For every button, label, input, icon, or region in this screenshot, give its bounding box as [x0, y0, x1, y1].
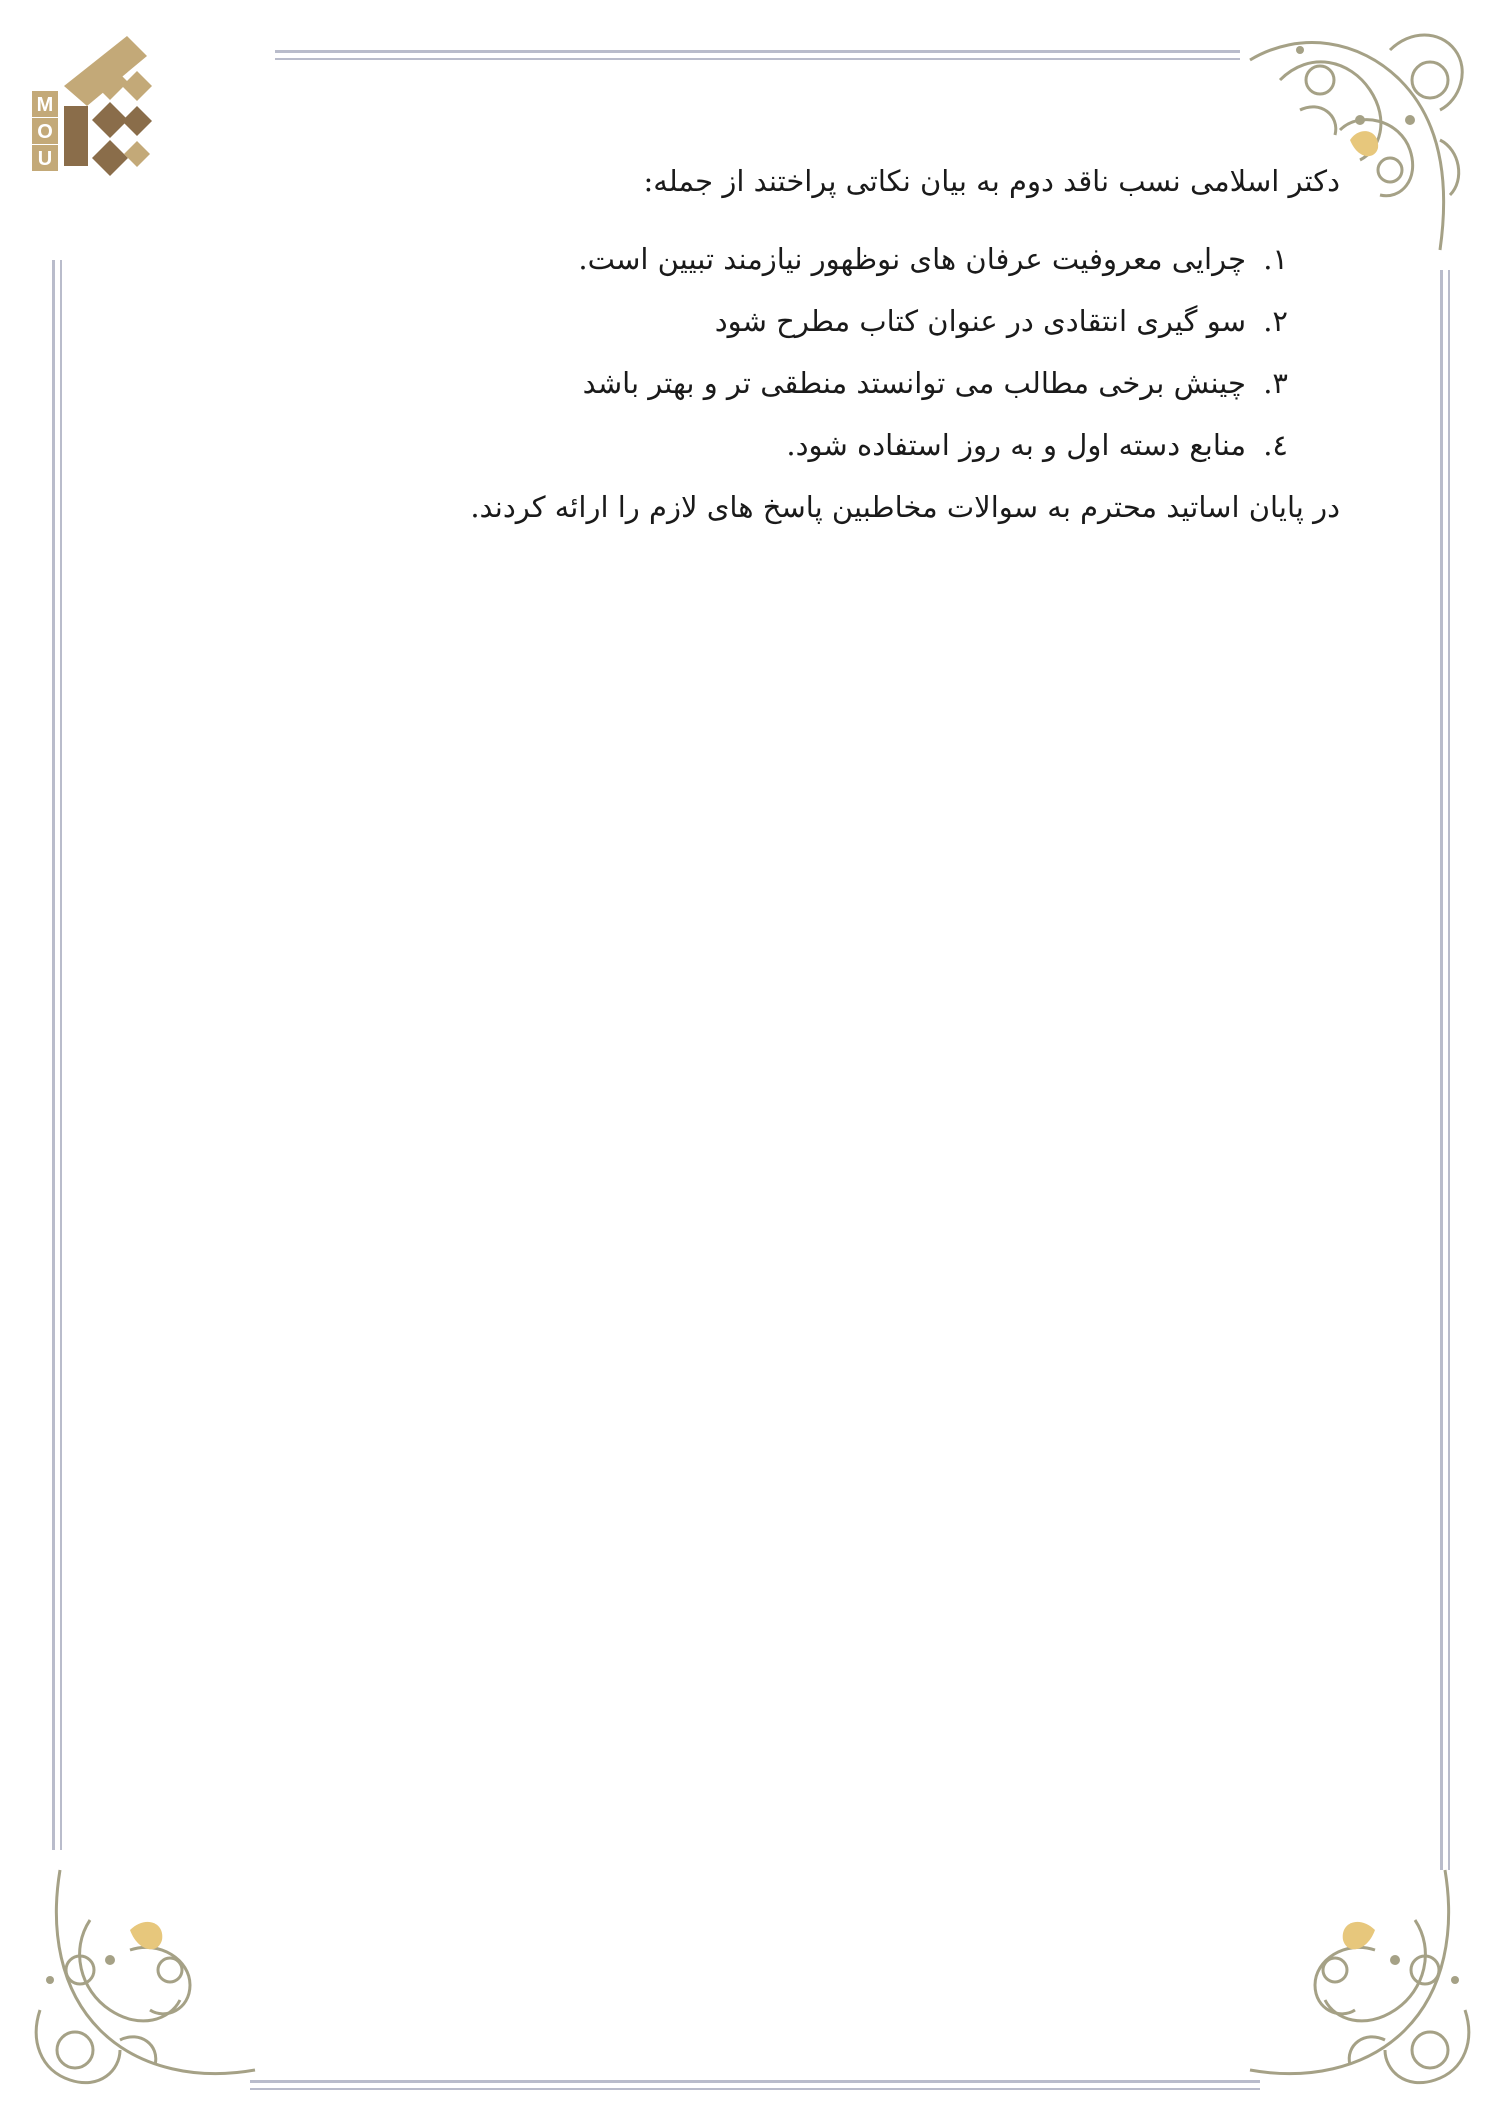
- list-item: [240, 424, 1288, 466]
- frame-top-line: [275, 50, 1240, 53]
- frame-right-line-inner: [1448, 270, 1450, 1870]
- list-item-text: چرایی معروفیت عرفان های نوظهور نیازمند تبیین است.: [578, 242, 1246, 277]
- bottom-left-floral-ornament-icon: [20, 1860, 260, 2100]
- critique-list: [240, 238, 1340, 466]
- list-item-text: منابع دسته اول و به روز استفاده شود.: [786, 428, 1246, 463]
- list-item-number: ۲.: [1263, 304, 1288, 339]
- frame-bottom-line: [250, 2080, 1260, 2083]
- closing-paragraph: در پایان اساتید محترم به سوالات مخاطبین پاسخ های لازم را ارائه کردند.: [470, 490, 1340, 525]
- logo-letter-m: M: [36, 94, 54, 116]
- list-item-number: ۱.: [1263, 242, 1288, 277]
- intro-paragraph: دکتر اسلامی نسب ناقد دوم به بیان نکاتی پراختند از جمله:: [643, 164, 1340, 198]
- bottom-right-floral-ornament-icon: [1245, 1860, 1485, 2100]
- list-item-text: چینش برخی مطالب می توانستد منطقی تر و بهتر باشد: [582, 366, 1246, 401]
- frame-bottom-line-inner: [250, 2088, 1260, 2090]
- list-item: [240, 362, 1288, 404]
- list-item-number: ٤.: [1263, 428, 1288, 463]
- frame-top-line-inner: [275, 58, 1240, 60]
- list-item: [240, 300, 1288, 342]
- frame-left-line-inner: [60, 260, 62, 1850]
- document-body: [240, 160, 1340, 528]
- logo-letter-o: O: [37, 121, 53, 143]
- list-item-text: سو گیری انتقادی در عنوان کتاب مطرح شود: [714, 304, 1246, 339]
- list-item-number: ۳.: [1263, 366, 1288, 401]
- list-item: [240, 238, 1288, 280]
- university-logo-icon: [32, 36, 162, 186]
- frame-left-line: [52, 260, 55, 1850]
- frame-right-line: [1440, 270, 1443, 1870]
- logo-letter-u: U: [37, 148, 53, 170]
